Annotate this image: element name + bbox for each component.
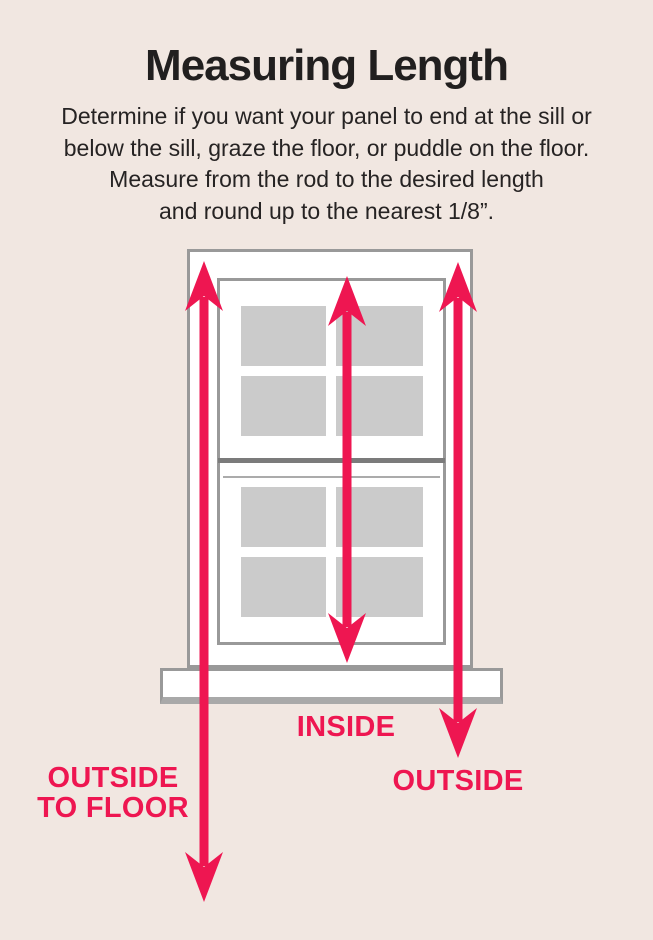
- intro-text: [46, 101, 607, 227]
- intro-line: Measure from the rod to the desired length: [109, 166, 544, 192]
- window-pane: [336, 306, 423, 366]
- window-pane: [241, 376, 326, 436]
- window-pane: [336, 487, 423, 547]
- label-outside: OUTSIDE: [392, 765, 524, 797]
- label-outside-to-floor: [13, 763, 213, 823]
- label-outside-to-floor-line: OUTSIDE: [47, 762, 179, 794]
- window-meeting-rail: [218, 458, 445, 463]
- arrowhead-down-icon: [185, 852, 223, 902]
- label-outside-to-floor-line: TO FLOOR: [37, 792, 189, 824]
- window-lower-sash-edge: [223, 476, 440, 478]
- window-pane: [241, 487, 326, 547]
- page-title: Measuring Length: [145, 41, 508, 90]
- label-inside: INSIDE: [296, 711, 396, 743]
- intro-line: Determine if you want your panel to end at the sill or: [61, 103, 592, 129]
- window-pane: [336, 376, 423, 436]
- window-pane: [241, 557, 326, 617]
- window-pane: [241, 306, 326, 366]
- window-pane: [336, 557, 423, 617]
- intro-line: and round up to the nearest 1/8”.: [158, 197, 495, 224]
- window-sill: [160, 668, 503, 704]
- intro-line: below the sill, graze the floor, or puddle on the floor.: [63, 134, 590, 161]
